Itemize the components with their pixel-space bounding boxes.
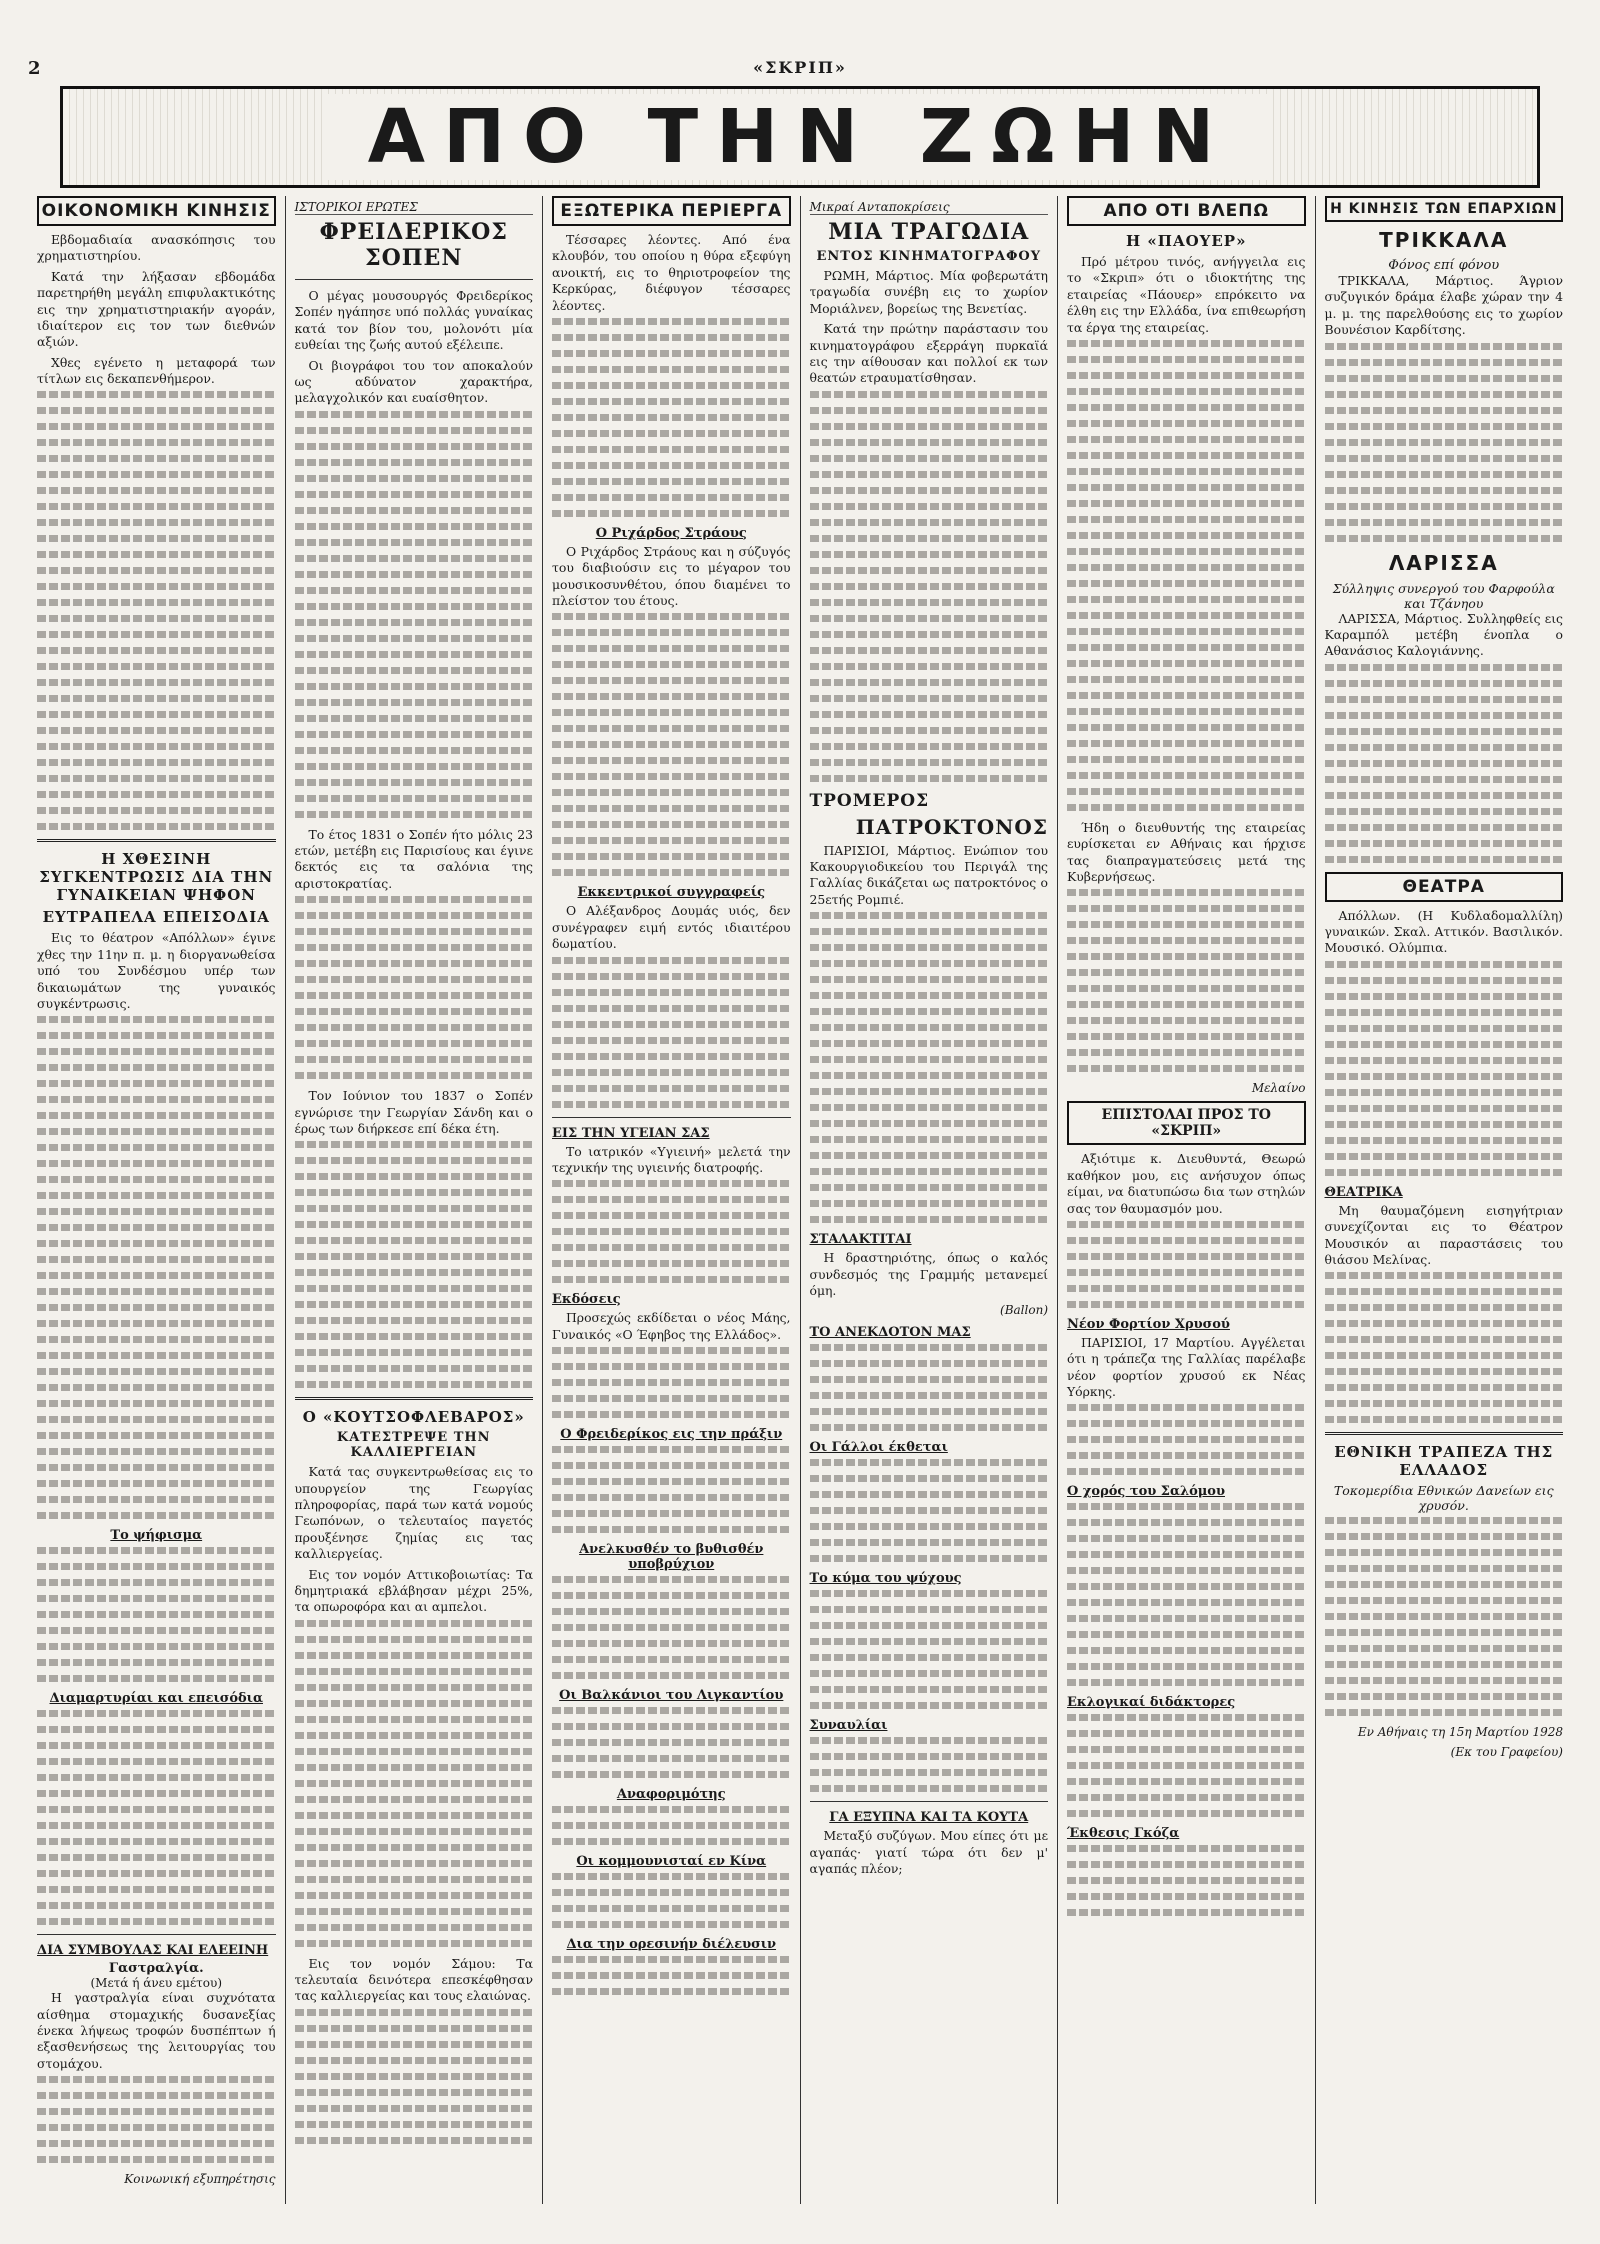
paper-name: «ΣΚΡΙΠ» bbox=[753, 58, 847, 77]
opinion-heading: ΑΠΟ ΟΤΙ ΒΛΕΠΩ bbox=[1067, 196, 1306, 226]
economy-heading: ΟΙΚΟΝΟΜΙΚΗ ΚΙΝΗΣΙΣ bbox=[37, 196, 276, 226]
text-block bbox=[552, 1576, 791, 1679]
city-subheading: Φόνος επί φόνου bbox=[1388, 258, 1500, 273]
banner-title: ΑΠΟ ΤΗΝ ΖΩΗΝ bbox=[328, 94, 1272, 180]
text-block bbox=[552, 1446, 791, 1533]
theatres-heading: ΘΕΑΤΡΑ bbox=[1325, 872, 1564, 902]
article-title: ΦΡΕΙΔΕΡΙΚΟΣ ΣΟΠΕΝ bbox=[319, 219, 508, 271]
text-block bbox=[1325, 343, 1564, 542]
text-block bbox=[37, 1016, 276, 1519]
text-block bbox=[1325, 664, 1564, 863]
article-text: Η δραστηριότης, όπως ο καλός συνδεσμός της Γραμμής μετανεμεί όμη. bbox=[809, 1250, 1048, 1298]
subheading: ΣΤΑΛΑΚΤΙΤΑΙ bbox=[809, 1232, 912, 1248]
text-block bbox=[810, 1737, 1049, 1792]
article-text: Ο Αλέξανδρος Δουμάς υιός, δεν συνέγραφεν ειμή εντός ιδιαιτέρου δωματίου. bbox=[552, 903, 791, 952]
article-title: ΜΙΑ ΤΡΑΓΩΔΙΑ bbox=[828, 219, 1030, 245]
article-text: ΠΑΡΙΣΙΟΙ, Μάρτιος. Ενώπιον του Κακουργιοδικείου του Περιγάλ της Γαλλίας δικάζεται ως πατροκτόνος ο 25ετής Ρομπιέ. bbox=[809, 842, 1048, 907]
text-block bbox=[1067, 340, 1306, 811]
column-provinces bbox=[1316, 196, 1573, 2204]
article-text: Ήδη ο διευθυντής της εταιρείας ευρίσκεται εν Αθήναις και ήρχισε τας διαπραγματεύσεις μετά της Κυβερνήσεως. bbox=[1067, 819, 1306, 884]
article-text: Προσεχώς εκδίδεται ο νέος Μάης, Γυναικός «Ο Έφηβος της Ελλάδος». bbox=[552, 1310, 791, 1342]
text-block bbox=[552, 1180, 791, 1283]
article-text: Κατά την πρώτην παράστασιν του κινηματογράφου εξερράγη πυρκαϊά εις την αίθουσαν και πολλοί εκ των θεατών ετραυματίσθησαν. bbox=[809, 321, 1048, 386]
story-title: Ο «ΚΟΥΤΣΟΦΛΕΒΑΡΟΣ» bbox=[302, 1408, 525, 1427]
article-text: Μεταξύ συζύγων. Μου είπες ότι με αγαπάς· γιατί τώρα ότι δεν μ' αγαπάς πλέον; bbox=[809, 1828, 1048, 1876]
subheading: Γαστραλγία. bbox=[108, 1961, 204, 1977]
text-block bbox=[1325, 1272, 1564, 1423]
text-block bbox=[552, 1806, 791, 1845]
letters-box: ΕΠΙΣΤΟΛΑΙ ΠΡΟΣ ΤΟ «ΣΚΡΙΠ» bbox=[1067, 1101, 1306, 1145]
text-block bbox=[1067, 889, 1306, 1072]
text-block bbox=[1067, 1845, 1306, 1916]
article-text: ΡΩΜΗ, Μάρτιος. Μία φοβερωτάτη τραγωδία συνέβη εις το χωρίον Μοριάλνεν, βορείως της Βενετίας. bbox=[809, 268, 1048, 316]
signature: (Ballon) bbox=[1000, 1303, 1048, 1318]
city-subheading: Σύλληψις συνεργού του Φαρφούλα και Τζάνηου bbox=[1332, 580, 1555, 611]
dateline: Εν Αθήναις τη 15η Μαρτίου 1928 bbox=[1357, 1725, 1563, 1740]
article-text: ΤΡΙΚΚΑΛΑ, Μάρτιος. Άγριον συζυγικόν δράμα έλαβε χώραν την 4 μ. μ. της παρελθούσης εις το χωρίον Βουνέσιον Καρδίτσης. bbox=[1324, 273, 1563, 338]
text-block bbox=[295, 1141, 534, 1388]
text-block bbox=[810, 391, 1049, 782]
signature: Μελαίνο bbox=[1251, 1081, 1306, 1096]
foreign-heading: ΕΞΩΤΕΡΙΚΑ ΠΕΡΙΕΡΓΑ bbox=[552, 196, 791, 226]
text-block bbox=[295, 896, 534, 1079]
subheading: Το κύμα του ψύχους bbox=[809, 1571, 962, 1587]
subheading: Ο Ριχάρδος Στράους bbox=[595, 525, 747, 541]
article-text: Οι βιογράφοι του τον αποκαλούν ως αδύνατον χαρακτήρα, μελαγχολικόν και ευαίσθητον. bbox=[294, 357, 533, 406]
column-opinion bbox=[1058, 196, 1316, 2204]
signature: (Εκ του Γραφείου) bbox=[1450, 1745, 1563, 1760]
subheading: Οι Γάλλοι έκθεται bbox=[809, 1440, 948, 1456]
text-block bbox=[810, 912, 1049, 1223]
provinces-heading: Η ΚΙΝΗΣΙΣ ΤΩΝ ΕΠΑΡΧΙΩΝ bbox=[1325, 196, 1564, 222]
article-text: Κατά τας συγκεντρωθείσας εις το υπουργείον της Γεωργίας πληροφορίας, παρά των κατά νομούς Γεωπόνων, ο τελευταίος παγετός προυξένησε ζημίας εις τας καλλιεργείας. bbox=[294, 1464, 533, 1562]
column-correspondence bbox=[801, 196, 1059, 2204]
text-block bbox=[1067, 1503, 1306, 1686]
subheading: ΔΙΑ ΣΥΜΒΟΥΛΑΣ ΚΑΙ ΕΛΕΕΙΝΗ bbox=[37, 1943, 269, 1959]
city-heading: ΛΑΡΙΣΣΑ bbox=[1388, 550, 1499, 575]
text-block bbox=[552, 1956, 791, 1995]
article-text: Μη θαυμαζόμενη εισηγήτριαν συνεχίζονται εις το Θέατρον Μουσικόν αι παραστάσεις του θιάσου Μελίνας. bbox=[1324, 1202, 1563, 1267]
subheading: Διαμαρτυρίαι και επεισόδια bbox=[49, 1691, 263, 1707]
text-block bbox=[552, 318, 791, 517]
article-text: Κατά την λήξασαν εβδομάδα παρετηρήθη μεγάλη επιφυλακτικότης εις την χρηματιστηριακήν αγοράν, ιδιαίτερον εις τον των διεθνών αξιών. bbox=[37, 268, 276, 350]
subheading: Συναυλίαι bbox=[809, 1718, 888, 1734]
article-text: Αξιότιμε κ. Διευθυντά, Θεωρώ καθήκον μου, εις ανήσυχον όπως είμαι, να διατυπώσω δια των στηλών σας τον θαυμασμόν μου. bbox=[1067, 1151, 1306, 1216]
article-text: Ο Ριχάρδος Στράους και η σύζυγός του διαβιούσιν εις το μέγαρον του μουσικοσυνθέτου, όπου διαμένει το πλείστον του έτους. bbox=[552, 543, 791, 608]
subheading: ΕΙΣ ΤΗΝ ΥΓΕΙΑΝ ΣΑΣ bbox=[552, 1125, 710, 1141]
article-text: Το έτος 1831 ο Σοπέν ήτο μόλις 23 ετών, μετέβη εις Παρισίους και έγινε δεκτός εις τα σαλόνια της αριστοκρατίας. bbox=[294, 826, 533, 891]
subheading: Οι κομμουνισταί εν Κίνα bbox=[576, 1854, 767, 1869]
story-subtitle: ΚΑΤΕΣΤΡΕΨΕ ΤΗΝ ΚΑΛΛΙΕΡΓΕΙΑΝ bbox=[336, 1430, 491, 1461]
article-text: ΛΑΡΙΣΣΑ, Μάρτιος. Συλληφθείς εις Καραμπόλ μετέβη ένοπλα ο Αθανάσιος Καλογιάννης. bbox=[1324, 610, 1563, 659]
page-number: 2 bbox=[28, 58, 41, 79]
section-banner bbox=[60, 86, 1540, 188]
subheading: ΤΟ ΑΝΕΚΔΟΤΟΝ ΜΑΣ bbox=[809, 1325, 971, 1341]
subheading: Εκδόσεις bbox=[552, 1292, 621, 1308]
article-text: Η γαστραλγία είναι συχνότατα αίσθημα στομαχικής δυσανεξίας ένεκα λήψεως τροφών δυσπέπτων ή εξασθενήσεως της λειτουργίας του στομάχου. bbox=[37, 1990, 276, 2071]
subheading: Εκκεντρικοί συγγραφείς bbox=[577, 885, 766, 901]
article-text: ΠΑΡΙΣΙΟΙ, 17 Μαρτίου. Αγγέλεται ότι η τράπεζα της Γαλλίας παρέλαβε νέον φορτίον χρυσού εκ Νέας Υόρκης. bbox=[1067, 1334, 1306, 1399]
text-block bbox=[810, 1459, 1049, 1562]
column-economy bbox=[28, 196, 286, 2204]
text-block bbox=[1325, 961, 1564, 1176]
article-text: Εις τον νομόν Αττικοβοιωτίας: Τα δημητριακά εβλάβησαν μέχρι 25%, τα οπωροφόρα και αι αμπελοι. bbox=[294, 1566, 533, 1615]
subheading: Δια την ορεσινήν διέλευσιν bbox=[566, 1937, 777, 1952]
subheading: Αναφοριμότης bbox=[616, 1787, 726, 1802]
subheading: ΘΕΑΤΡΙΚΑ bbox=[1324, 1184, 1403, 1200]
kicker: Μικραί Ανταποκρίσεις bbox=[810, 200, 1049, 215]
text-block bbox=[37, 1710, 276, 1925]
top-line bbox=[28, 58, 1572, 78]
article-title: Η «ΠΑΟΥΕΡ» bbox=[1126, 232, 1247, 250]
article-text: Εις τον νομόν Σάμου: Τα τελευταία δεινότερα επεσκέφθησαν τας καλλιεργείας και τους ελαιώνας. bbox=[294, 1955, 533, 2004]
article-text: Εβδομαδιαία ανασκόπησις του χρηματιστηρίου. bbox=[37, 232, 276, 264]
text-block bbox=[37, 1547, 276, 1682]
story-subtitle: ΕΥΤΡΑΠΕΛΑ ΕΠΕΙΣΟΔΙΑ bbox=[42, 908, 270, 927]
text-block bbox=[1325, 1517, 1564, 1716]
subheading: Ανελκυσθέν το βυθισθέν υποβρύχιον bbox=[579, 1542, 764, 1572]
article-text: Απόλλων. (Η Κυδλαδομαλλίλη) γυναικών. Σκαλ. Αττικόν. Βασιλικόν. Μουσικό. Ολύμπια. bbox=[1324, 907, 1563, 956]
story-title: ΤΡΟΜΕΡΟΣ bbox=[809, 790, 930, 811]
article-subtitle: ΕΝΤΟΣ ΚΙΝΗΜΑΤΟΓΡΑΦΟΥ bbox=[816, 249, 1042, 264]
text-block bbox=[810, 1344, 1049, 1431]
text-block bbox=[1067, 1404, 1306, 1475]
text-block bbox=[37, 391, 276, 830]
article-text: Εις το θέατρον «Απόλλων» έγινε χθες την 11ην π. μ. η διοργανωθείσα υπό του Συνδέσμου υπέρ των δικαιωμάτων της γυναικός συγκέντρωσις. bbox=[37, 930, 276, 1011]
article-text: Πρό μέτρου τινός, ανήγγειλα εις το «Σκριπ» ότι ο ιδιοκτήτης της εταιρείας «Πάουερ» επρόκειτο να έλθη εις την Ελλάδα, ίνα επιθεωρήση τα έργα της εταιρείας. bbox=[1067, 254, 1306, 335]
bank-title: ΕΘΝΙΚΗ ΤΡΑΠΕΖΑ ΤΗΣ ΕΛΛΑΔΟΣ bbox=[1334, 1443, 1554, 1480]
text-block bbox=[810, 1590, 1049, 1709]
subheading: ΓΑ ΕΞΥΠΝΑ ΚΑΙ ΤΑ ΚΟΥΤΑ bbox=[829, 1810, 1029, 1826]
text-block bbox=[295, 411, 534, 818]
text-block bbox=[552, 1347, 791, 1418]
subheading: Ο χορός του Σαλόμου bbox=[1067, 1484, 1225, 1500]
text-block bbox=[1067, 1221, 1306, 1308]
subheading: Έκθεσις Γκόζα bbox=[1067, 1826, 1180, 1842]
bank-subtitle: Τοκομερίδια Εθνικών Δανείων εις χρυσόν. bbox=[1333, 1483, 1554, 1514]
subheading-note: (Μετά ή άνευ εμέτου) bbox=[90, 1976, 223, 1991]
kicker: ΙΣΤΟΡΙΚΟΙ ΕΡΩΤΕΣ bbox=[295, 200, 534, 215]
story-title: ΠΑΤΡΟΚΤΟΝΟΣ bbox=[855, 814, 1048, 839]
text-block bbox=[1067, 1714, 1306, 1817]
text-block bbox=[552, 613, 791, 876]
text-block bbox=[552, 957, 791, 1108]
subheading: Νέον Φορτίον Χρυσού bbox=[1067, 1316, 1230, 1332]
column-foreign bbox=[543, 196, 801, 2204]
text-block bbox=[552, 1873, 791, 1928]
column-history bbox=[286, 196, 544, 2204]
text-block bbox=[37, 2076, 276, 2163]
text-block bbox=[295, 1620, 534, 1947]
signature: Κοινωνική εξυπηρέτησις bbox=[124, 2172, 276, 2187]
subheading: Ο Φρειδερίκος εις την πράξιν bbox=[560, 1427, 783, 1442]
article-text: Ο μέγας μουσουργός Φρειδερίκος Σοπέν ηγάπησε υπό πολλάς γυναίκας κατά τον βίον του, μολονότι μία ευθείαι της ζωής αυτού εξέλειπε. bbox=[294, 288, 533, 353]
text-block bbox=[295, 2009, 534, 2144]
text-block bbox=[552, 1707, 791, 1778]
article-text: Τέσσαρες λέοντες. Από ένα κλουβόν, του οποίου η θύρα εξεφύγη ανοικτή, εις το θηριοτροφείον της Κερκύρας, διέφυγον τέσσαρες λέοντες. bbox=[552, 232, 791, 313]
story-title: Η ΧΘΕΣΙΝΗ ΣΥΓΚΕΝΤΡΩΣΙΣ ΔΙΑ ΤΗΝ ΓΥΝΑΙΚΕΙΑΝ ΨΗΦΟΝ bbox=[39, 850, 274, 905]
article-text: Χθες εγένετο η μεταφορά των τίτλων εις δεκαπενθήμερον. bbox=[37, 354, 276, 386]
subheading: Εκλογικαί διδάκτορες bbox=[1067, 1695, 1236, 1711]
subheading: Οι Βαλκάνιοι του Λιγκαντίου bbox=[559, 1688, 784, 1703]
article-text: Το ιατρικόν «Υγιεινή» μελετά την τεχνικήν της υγιεινής διατροφής. bbox=[552, 1143, 791, 1175]
city-heading: ΤΡΙΚΚΑΛΑ bbox=[1379, 228, 1509, 252]
subheading: Το ψήφισμα bbox=[110, 1528, 203, 1544]
columns bbox=[28, 196, 1572, 2204]
article-text: Τον Ιούνιον του 1837 ο Σοπέν εγνώρισε την Γεωργίαν Σάνδη και ο έρως των διήρκεσε επί δέκα έτη. bbox=[294, 1088, 533, 1136]
